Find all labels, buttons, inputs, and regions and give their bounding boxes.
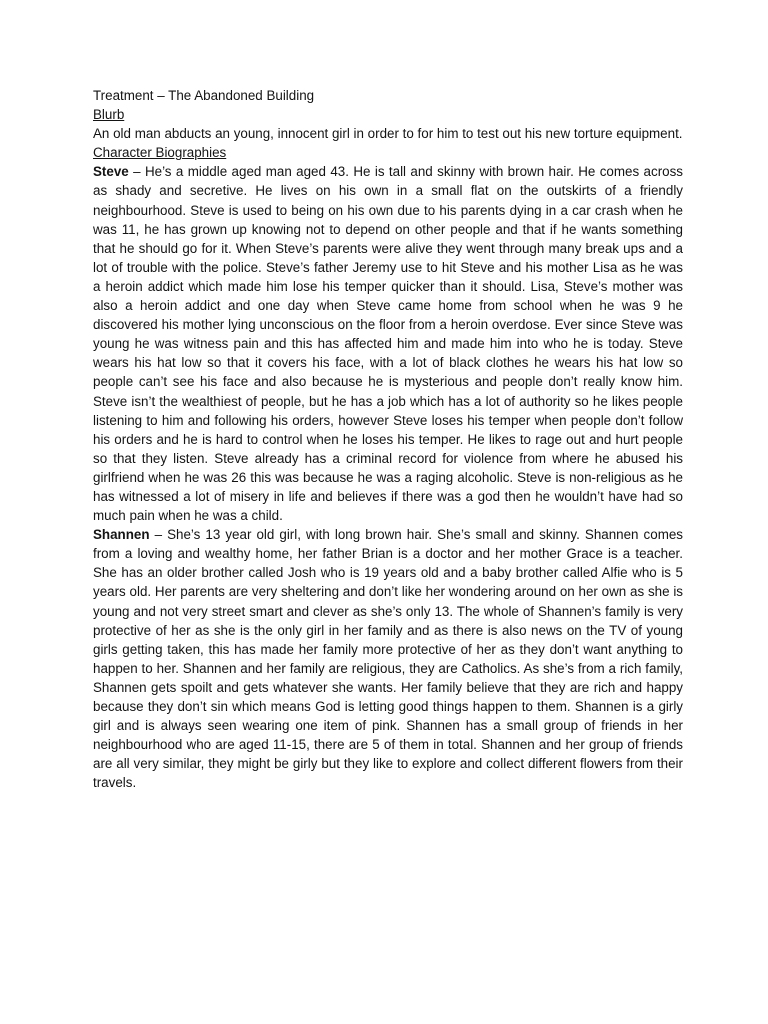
biography-shannen [93,525,683,792]
biography-text-shannen: – She’s 13 year old girl, with long brown hair. She’s small and skinny. Shannen comes from a loving and wealthy home, her father Brian is a doctor and her mother Grace is a teacher. She has an older brother called Josh who is 19 years old and a baby brother called Alfie who is 5 years old. Her parents are very sheltering and don’t like her wondering around on her own as she is young and not very street smart and clever as she’s only 13. The whole of Shannen’s family is very protective of her as she is the only girl in her family and as there is also news on the TV of young girls getting taken, this has made her family more protective of her as they don’t want anything to happen to her. Shannen and her family are religious, they are Catholics. As she’s from a rich family, Shannen gets spoilt and gets whatever she wants. Her family believe that they are rich and happy because they don’t sin which means God is letting good things happen to them. Shannen is a girly girl and is always seen wearing one item of pink. Shannen has a small group of friends in her neighbourhood who are aged 11-15, there are 5 of them in total. Shannen and her group of friends are all very similar, they might be girly but they like to explore and collect different flowers from their travels. [93,527,683,791]
character-name-shannen: Shannen [93,527,150,543]
biography-steve [93,162,683,525]
biography-text-steve: – He’s a middle aged man aged 43. He is tall and skinny with brown hair. He comes across as shady and secretive. He lives on his own in a small flat on the outskirts of a friendly neighbourhood. Steve is used to being on his own due to his parents dying in a car crash when he was 11, he has grown up knowing not to depend on other people and that if he wants something that he should go for it. When Steve’s parents were alive they went through many break ups and a lot of trouble with the police. Steve’s father Jeremy use to hit Steve and his mother Lisa as he was a heroin addict which made him lose his temper quicker than it should. Lisa, Steve’s mother was also a heroin addict and one day when Steve came home from school when he was 9 he discovered his mother lying unconscious on the floor from a heroin overdose. Ever since Steve was young he was witness pain and this has affected him and made him into who he is today. Steve wears his hat low so that it covers his face, with a lot of black clothes he wears his hat low so people can’t see his face and also because he is mysterious and people don’t really know him. Steve isn’t the wealthiest of people, but he has a job which has a lot of authority so he likes people listening to him and following his orders, however Steve loses his temper when people don’t follow his orders and he is hard to control when he loses his temper. He likes to rage out and hurt people so that they listen. Steve already has a criminal record for violence from where he abused his girlfriend when he was 26 this was because he was a raging alcoholic. Steve is non-religious as he has witnessed a lot of misery in life and believes if there was a god then he wouldn’t have had so much pain when he was a child. [93,164,683,524]
character-name-steve: Steve [93,164,129,180]
character-biographies-heading: Character Biographies [93,145,227,161]
document-title: Treatment – The Abandoned Building [93,88,315,103]
document-page [93,86,683,792]
blurb-heading: Blurb [93,107,125,123]
blurb-text: An old man abducts an young, innocent girl in order to for him to test out his new torture equipment. [93,126,683,142]
